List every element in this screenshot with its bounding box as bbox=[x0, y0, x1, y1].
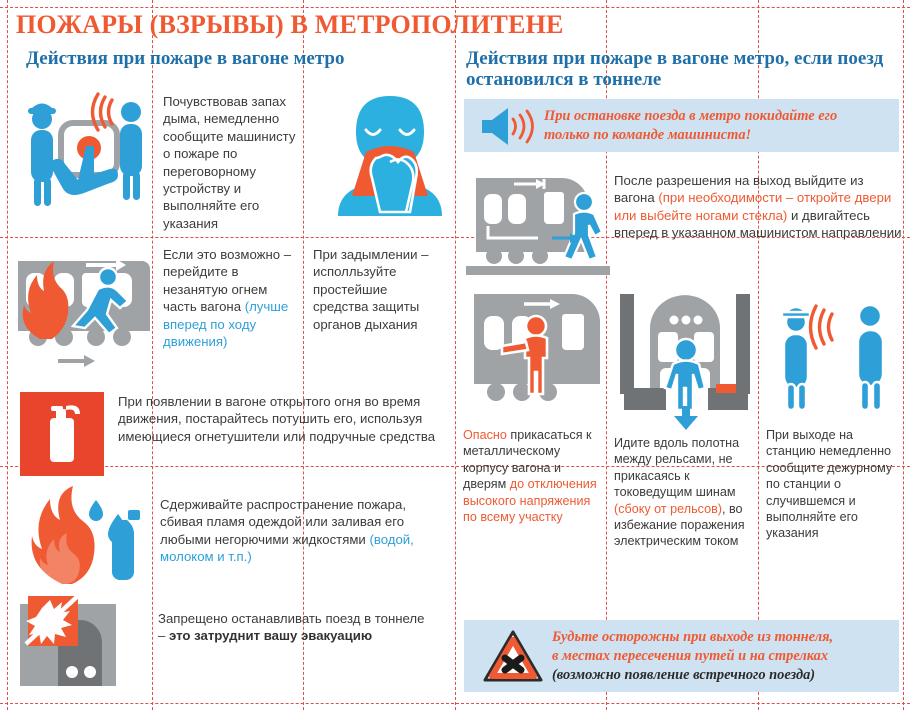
guide-vline-3 bbox=[303, 0, 304, 710]
orange-note: (при необходимости – откройте двери или выбейте ногами стекла) bbox=[614, 190, 892, 223]
top-banner-line1: При остановке поезда в метро покидайте его bbox=[544, 107, 838, 124]
intercom-hand-icon bbox=[14, 88, 154, 228]
bottom-warning-banner bbox=[464, 620, 899, 692]
orange-note: до отключения высокого напряжения по всему участку bbox=[463, 477, 597, 525]
train-person-touching-icon bbox=[466, 288, 606, 410]
loudspeaker-icon bbox=[480, 107, 538, 145]
bottom-banner-text bbox=[552, 628, 833, 685]
top-banner-line2: только по команде машиниста! bbox=[544, 126, 752, 143]
orange-lead: Опасно bbox=[463, 428, 507, 442]
blue-note: (лучше вперед по ходу движения) bbox=[163, 299, 289, 350]
crossing-warning-triangle-icon bbox=[482, 628, 544, 684]
blue-note: (водой, молоком и т.п.) bbox=[160, 531, 414, 565]
block-walk-rails-text: Идите вдоль полотна между рельсами, не прикасаясь к токоведущим шинам (сбоку от рельсов), во избежание поражения электрическим током bbox=[614, 436, 745, 549]
right-column-heading: Действия при пожаре в вагоне метро, если поезд остановился в тоннеле bbox=[466, 48, 884, 90]
orange-note: (сбоку от рельсов) bbox=[614, 501, 722, 516]
block-move-away-text: Если это возможно – перейдите в незанятую огнем часть вагона (лучше вперед по ходу движения) bbox=[163, 247, 292, 350]
no-stop-train-tunnel-icon bbox=[20, 596, 140, 686]
down-arrow-icon bbox=[672, 406, 700, 430]
block-smoke-protection-text: При задымлении – исполльзуйте простейшие средства защиты органов дыхания bbox=[313, 247, 429, 332]
guide-vline-1 bbox=[7, 0, 8, 710]
bottom-banner-line2: в местах пересечения путей и на стрелках bbox=[552, 647, 829, 664]
bottom-banner-line1: Будьте осторожны при выходе из тоннеля, bbox=[552, 628, 834, 645]
block-extinguish-text: При появлении в вагоне открытого огня во время движения, постарайтесь потушить его, используя имеющиеся огнетушители или подручные средства bbox=[118, 394, 436, 444]
guide-vline-7 bbox=[903, 0, 904, 710]
block-exit-car-text: После разрешения на выход выйдите из вагона (при необходимости – откройте двери или выбейте ногами стекла) и двигайтесь вперед в указанном машинистом направлении bbox=[614, 173, 902, 241]
station-attendant-icon bbox=[770, 290, 900, 410]
fire-extinguisher-sign-icon bbox=[20, 392, 104, 476]
bottom-banner-line3: (возможно появление встречного поезда) bbox=[552, 666, 816, 683]
block-no-stopping-text: Запрещено останавливать поезд в тоннеле – это затруднит вашу эвакуацию bbox=[158, 611, 425, 644]
bold-note: это затруднит вашу эвакуацию bbox=[169, 628, 373, 644]
top-warning-banner bbox=[464, 99, 899, 152]
block-dangerous-touch-text: Опасно прикасаться к металлическому корпусу вагона и дверям до отключения высокого напряжения по всему участку bbox=[463, 428, 597, 525]
flame-water-bottle-icon bbox=[14, 486, 154, 586]
block-smell-smoke-text: Почувствовав запах дыма, немедленно сообщите машинисту о пожаре по переговорному устройству и выполняйте его указания bbox=[163, 94, 296, 231]
burning-train-running-person-icon bbox=[12, 243, 152, 383]
page-title: ПОЖАРЫ (ВЗРЫВЫ) В МЕТРОПОЛИТЕНЕ bbox=[16, 10, 564, 39]
guide-hline-4 bbox=[0, 703, 910, 704]
block-contain-fire-text: Сдерживайте распространение пожара, сбивая пламя одеждой или заливая его любыми негорючими жидкостями (водой, молоком и т.п.) bbox=[160, 497, 414, 565]
top-banner-text bbox=[544, 107, 837, 145]
left-column-heading: Действия при пожаре в вагоне метро bbox=[26, 48, 345, 69]
guide-hline-1 bbox=[0, 7, 910, 8]
guide-vline-4 bbox=[455, 0, 456, 710]
person-covering-face-icon bbox=[330, 86, 450, 216]
block-report-station-text: При выходе на станцию немедленно сообщите дежурному по станции о случившемся и выполняйте его указания bbox=[766, 428, 893, 541]
train-person-walking-icon bbox=[466, 168, 610, 276]
tunnel-train-person-icon bbox=[616, 288, 756, 410]
